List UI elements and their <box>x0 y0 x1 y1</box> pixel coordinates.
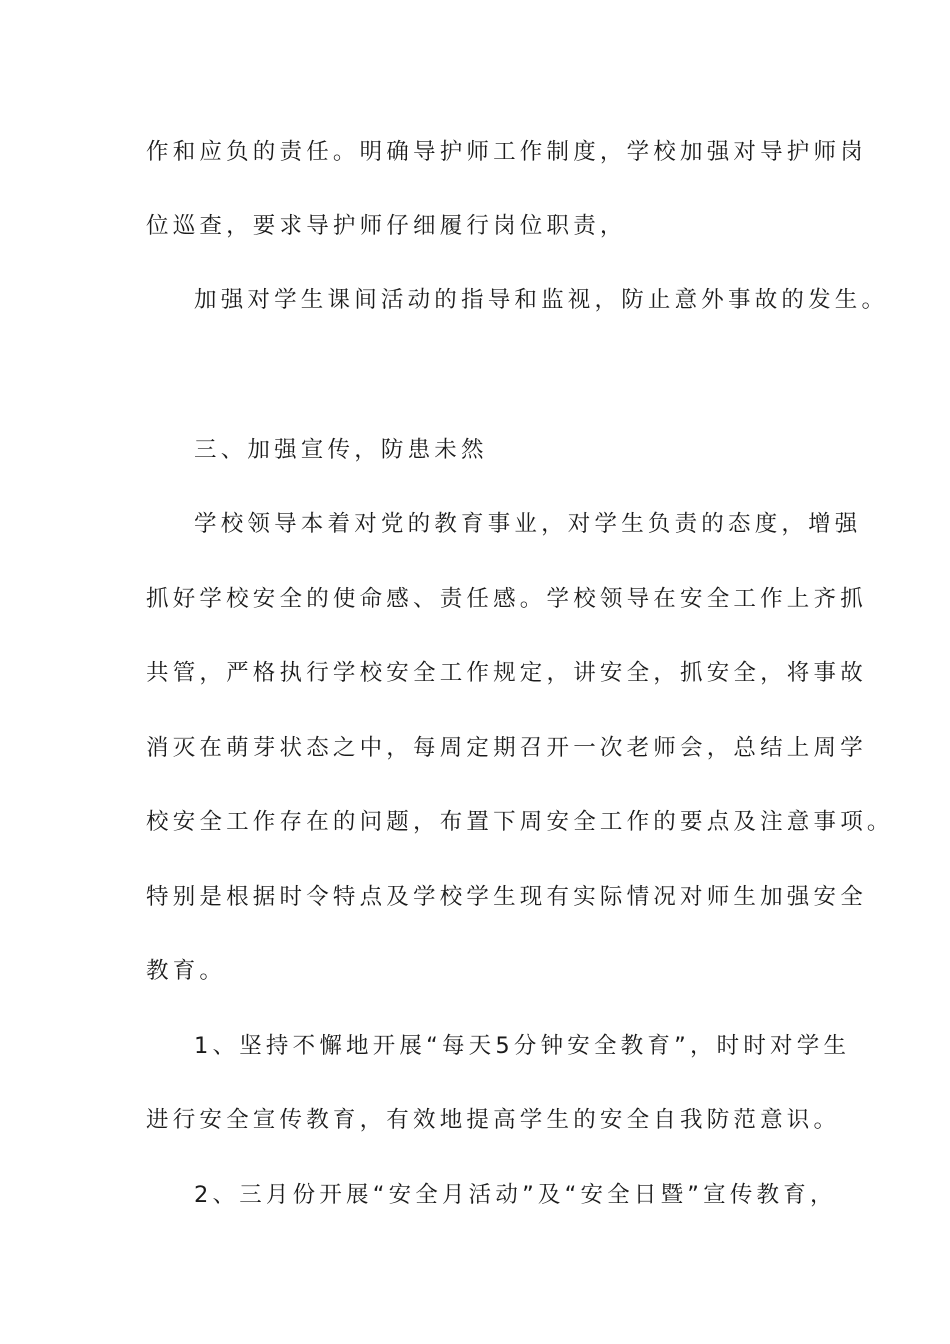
paragraph-line: 进行安全宣传教育，有效地提高学生的安全自我防范意识。 <box>146 1107 841 1133</box>
paragraph-line: 加强对学生课间活动的指导和监视，防止意外事故的发生。 <box>194 287 889 313</box>
list-item: 2、三月份开展“安全月活动”及“安全日暨”宣传教育， <box>194 1182 837 1208</box>
paragraph-line: 特别是根据时令特点及学校学生现有实际情况对师生加强安全 <box>146 884 867 910</box>
paragraph-line: 校安全工作存在的问题，布置下周安全工作的要点及注意事项。 <box>146 809 894 835</box>
paragraph-line: 消灭在萌芽状态之中，每周定期召开一次老师会，总结上周学 <box>146 735 867 761</box>
paragraph-line: 学校领导本着对党的教育事业，对学生负责的态度，增强 <box>194 511 862 537</box>
section-heading: 三、加强宣传，防患未然 <box>194 437 488 463</box>
paragraph-line: 共管，严格执行学校安全工作规定，讲安全，抓安全，将事故 <box>146 660 867 686</box>
list-item: 1、坚持不懈地开展“每天5分钟安全教育”，时时对学生 <box>194 1033 851 1059</box>
paragraph-line: 抓好学校安全的使命感、责任感。学校领导在安全工作上齐抓 <box>146 586 867 612</box>
paragraph-line: 作和应负的责任。明确导护师工作制度，学校加强对导护师岗 <box>146 139 867 165</box>
paragraph-line: 教育。 <box>146 958 227 984</box>
paragraph-line: 位巡查，要求导护师仔细履行岗位职责， <box>146 213 627 239</box>
